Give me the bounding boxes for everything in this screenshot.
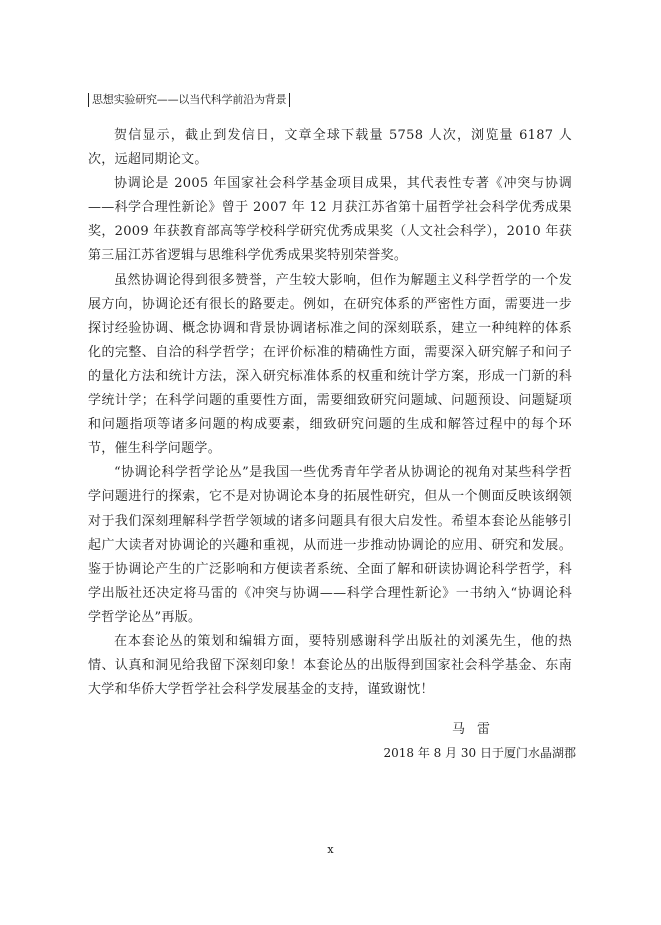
paragraph: 协调论是 2005 年国家社会科学基金项目成果，其代表性专著《冲突与协调——科学合理性新论》曾于 2007 年 12 月获江苏省第十届哲学社会科学优秀成果奖，2009 年获教育部高等学校科学研究优秀成果奖（人文社会科学），2010 年获第三届江苏省逻辑与思维科学优秀成果奖特别荣誉奖。	[88, 176, 572, 264]
paragraph: 在本套论丛的策划和编辑方面，要特别感谢科学出版社的刘溪先生，他的热情、认真和洞见给我留下深刻印象！本套论丛的出版得到国家社会科学基金、东南大学和华侨大学哲学社会科学发展基金的支持，谨致谢忱！	[88, 633, 572, 698]
date-place: 2018 年 8 月 30 日于厦门水晶湖郡	[383, 746, 576, 760]
author-signature: 马雷	[451, 722, 502, 737]
paragraph: 虽然协调论得到很多赞誉，产生较大影响，但作为解题主义科学哲学的一个发展方向，协调论还有很长的路要走。例如，在研究体系的严密性方面，需要进一步探讨经验协调、概念协调和背景协调诸标准之间的深刻联系，建立一种纯粹的体系化的完整、自洽的科学哲学；在评价标准的精确性方面，需要深入研究解子和问子的量化方法和统计方法，深入研究标准体系的权重和统计学方案，形成一门新的科学统计学；在科学问题的重要性方面，需要细致研究问题域、问题预设、问题疑项和问题指项等诸多问题的构成要素，细致研究问题的生成和解答过程中的每个环节，催生科学问题学。	[88, 272, 572, 457]
running-header: 思想实验研究——以当代科学前沿为背景	[88, 93, 290, 107]
page-number: x	[327, 843, 334, 856]
body-text	[88, 124, 572, 702]
paragraph: 贺信显示，截止到发信日，文章全球下载量 5758 人次，浏览量 6187 人次，远超同期论文。	[88, 128, 572, 168]
paragraph: “协调论科学哲学论丛”是我国一些优秀青年学者从协调论的视角对某些科学哲学问题进行的探索，它不是对协调论本身的拓展性研究，但从一个侧面反映该纲领对于我们深刻理解科学哲学领域的诸多问题具有很大启发性。希望本套论丛能够引起广大读者对协调论的兴趣和重视，从而进一步推动协调论的应用、研究和发展。鉴于协调论产生的广泛影响和方便读者系统、全面了解和研读协调论科学哲学，科学出版社还决定将马雷的《冲突与协调——科学合理性新论》一书纳入“协调论科学哲学论丛”再版。	[88, 465, 572, 625]
